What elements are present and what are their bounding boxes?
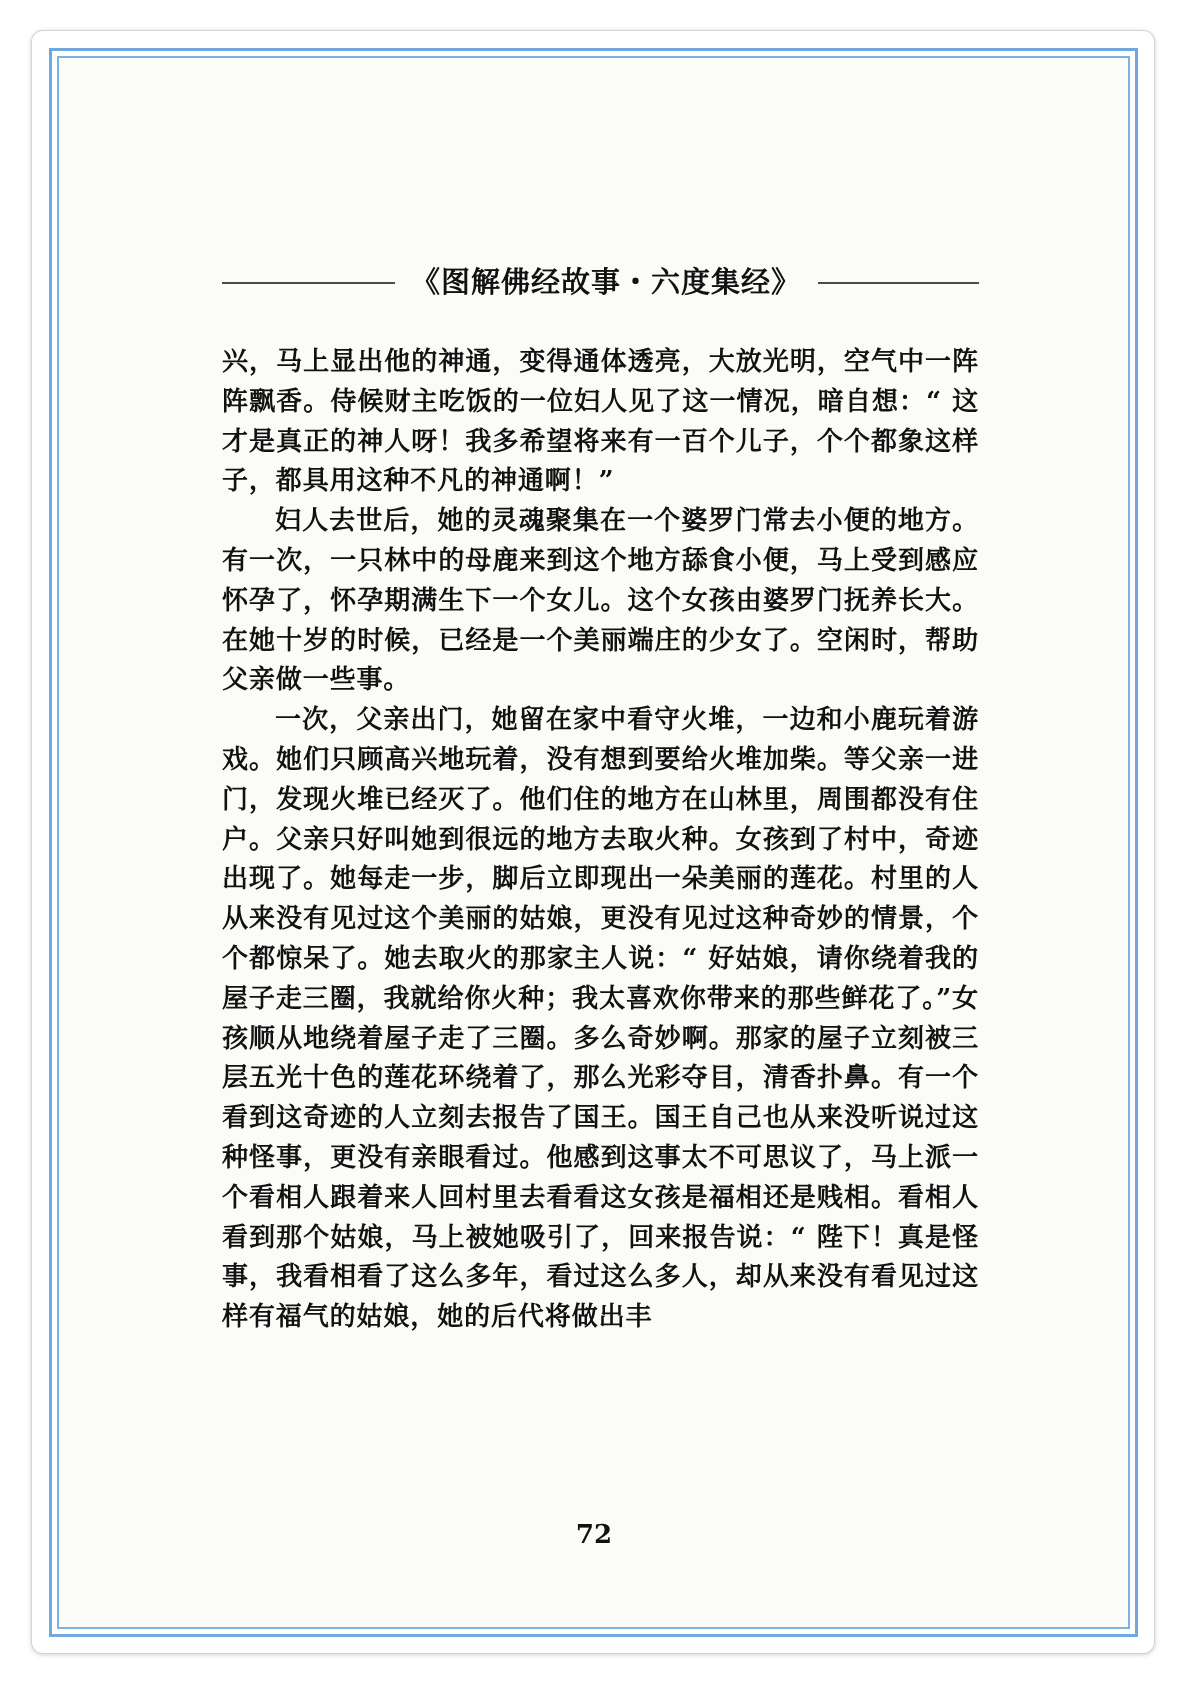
running-header xyxy=(222,258,979,306)
paragraph-3: 一次，父亲出门，她留在家中看守火堆，一边和小鹿玩着游戏。她们只顾高兴地玩着，没有想到要给火堆加柴。等父亲一进门，发现火堆已经灭了。他们住的地方在山林里，周围都没有住户。父亲只好叫她到很远的地方去取火种。女孩到了村中，奇迹出现了。她每走一步，脚后立即现出一朵美丽的莲花。村里的人从来没有见过这个美丽的姑娘，更没有见过这种奇妙的情景，个个都惊呆了。她去取火的那家主人说：“ 好姑娘，请你绕着我的屋子走三圈，我就给你火种；我太喜欢你带来的那些鲜花了。”女孩顺从地绕着屋子走了三圈。多么奇妙啊。那家的屋子立刻被三层五光十色的莲花环绕着了，那么光彩夺目，清香扑鼻。有一个看到这奇迹的人立刻去报告了国王。国王自己也从来没听说过这种怪事，更没有亲眼看过。他感到这事太不可思议了，马上派一个看相人跟着来人回村里去看看这女孩是福相还是贱相。看相人看到那个姑娘，马上被她吸引了，回来报告说：“ 陛下！真是怪事，我看相看了这么多年，看过这么多人，却从来没有看见过这样有福气的姑娘，她的后代将做出丰 xyxy=(222,705,979,1333)
page-body xyxy=(222,343,979,1338)
paragraph-2: 妇人去世后，她的灵魂聚集在一个婆罗门常去小便的地方。有一次，一只林中的母鹿来到这个地方舔食小便，马上受到感应怀孕了，怀孕期满生下一个女儿。这个女孩由婆罗门抚养长大。在她十岁的时候，已经是一个美丽端庄的少女了。空闲时，帮助父亲做一些事。 xyxy=(222,506,979,696)
header-rule-left xyxy=(222,282,395,284)
page-number: 72 xyxy=(575,1520,613,1550)
header-rule-right xyxy=(818,282,979,284)
paragraph-1: 兴，马上显出他的神通，变得通体透亮，大放光明，空气中一阵阵飘香。侍候财主吃饭的一位妇人见了这一情况，暗自想：“ 这才是真正的神人呀！我多希望将来有一百个儿子，个个都象这样子，都具用这种不凡的神通啊！” xyxy=(222,347,979,497)
book-title: 《图解佛经故事・六度集经》 xyxy=(410,265,801,299)
